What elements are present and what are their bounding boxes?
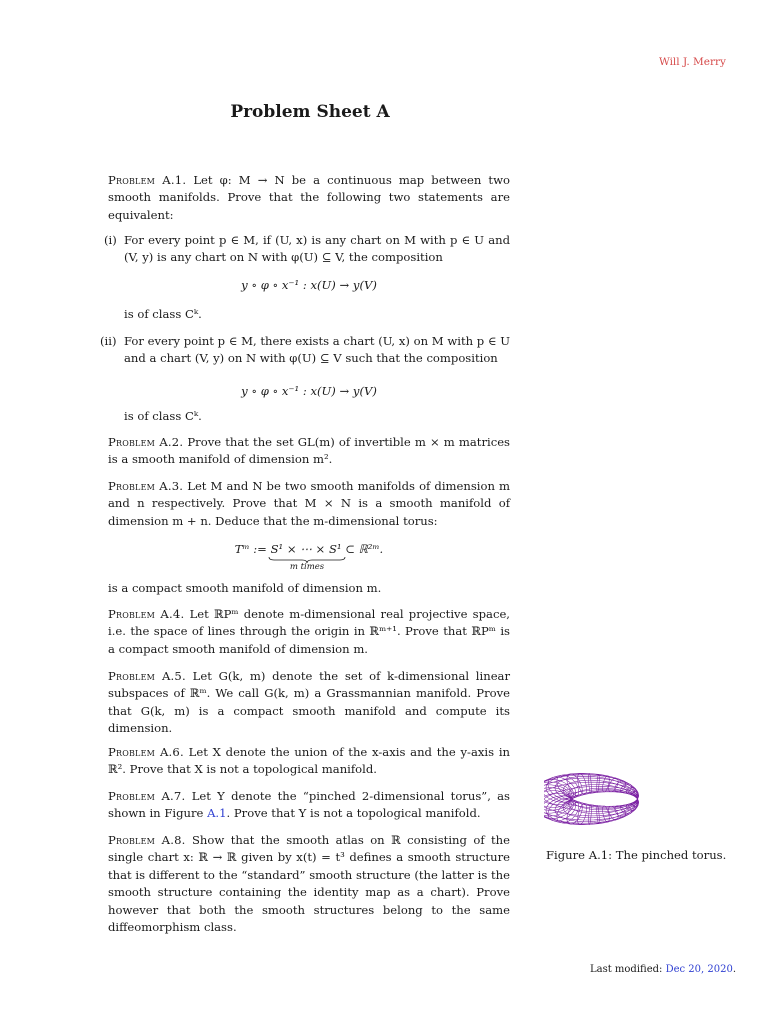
problem-text: Show that the smooth atlas on ℝ consisting of the single chart x: ℝ → ℝ given by x(t) = t³ defines a smooth structure that is different to the “standard” smooth structure (the latter is the smooth structure containing the identity map as a chart). Prove however that both the smooth structures belong to the same diffeomorphism class. xyxy=(108,833,511,935)
item-i-label: (i) xyxy=(104,233,117,247)
problem-label: Problem A.8. xyxy=(108,833,186,847)
problem-a3 xyxy=(108,478,510,530)
problem-a6 xyxy=(108,744,510,779)
problem-label: Problem A.1. xyxy=(108,173,187,187)
problem-text: Let φ: M → N be a continuous map between two smooth manifolds. Prove that the following two statements are equivalent: xyxy=(108,173,510,222)
problem-a1-intro xyxy=(108,172,510,224)
problem-label: Problem A.2. xyxy=(108,435,184,449)
item-ii-text: For every point p ∈ M, there exists a chart (U, x) on M with p ∈ U and a chart (V, y) on N with φ(U) ⊆ V such that the composition xyxy=(124,334,510,366)
item-i-text: For every point p ∈ M, if (U, x) is any chart on M with p ∈ U and (V, y) is any chart on N with φ(U) ⊆ V, the composition xyxy=(124,233,510,265)
item-ii-label: (ii) xyxy=(100,334,117,348)
problem-text-tail: . Prove that Y is not a topological manifold. xyxy=(226,806,481,821)
problem-text: Let Y denote the “pinched 2-dimensional torus”, as shown in Figure xyxy=(108,789,511,821)
problem-label: Problem A.5. xyxy=(108,669,186,683)
problem-a7 xyxy=(108,788,510,823)
problem-a3-tail: is a compact smooth manifold of dimension m. xyxy=(108,581,382,595)
problem-a2 xyxy=(108,434,510,469)
problem-a8 xyxy=(108,832,510,936)
problem-text: Let G(k, m) denote the set of k-dimensional linear subspaces of ℝᵐ. We call G(k, m) a Grassmannian manifold. Prove that G(k, m) is a compact smooth manifold and compute its dimension. xyxy=(108,669,511,736)
figure-ref-link[interactable]: A.1 xyxy=(207,806,227,821)
problem-label: Problem A.3. xyxy=(108,479,184,493)
problem-label: Problem A.6. xyxy=(108,745,184,759)
underbrace-label: m times xyxy=(289,562,325,572)
footer-suffix: . xyxy=(732,964,737,975)
torus-formula: Tᵐ := S¹ × ⋯ × S¹ ⊂ ℝ²ᵐ. xyxy=(234,542,384,556)
problem-a5 xyxy=(108,668,510,738)
problem-label: Problem A.7. xyxy=(108,789,186,803)
author-name: Will J. Merry xyxy=(658,56,726,68)
problem-a4 xyxy=(108,606,510,658)
problem-text: Let ℝPᵐ denote m-dimensional real projective space, i.e. the space of lines through the origin in ℝᵐ⁺¹. Prove that ℝPᵐ is a compact smooth manifold of dimension m. xyxy=(108,607,510,656)
item-ii-formula: y ∘ φ ∘ x⁻¹ : x(U) → y(V) xyxy=(241,384,377,398)
problem-text: Let M and N be two smooth manifolds of dimension m and n respectively. Prove that M × N is a smooth manifold of dimension m + n. Deduce that the m-dimensional torus: xyxy=(108,479,511,528)
footer-date-link[interactable]: Dec 20, 2020 xyxy=(665,964,733,975)
item-i-tail: is of class Cᵏ. xyxy=(124,307,202,321)
pinched-torus-figure xyxy=(544,762,644,836)
item-ii-tail: is of class Cᵏ. xyxy=(124,409,202,423)
figure-caption: Figure A.1: The pinched torus. xyxy=(546,848,727,862)
problem-text: Let X denote the union of the x-axis and the y-axis in ℝ². Prove that X is not a topological manifold. xyxy=(108,745,510,777)
problem-text: Prove that the set GL(m) of invertible m × m matrices is a smooth manifold of dimension m². xyxy=(108,435,511,467)
footer-last-modified xyxy=(590,964,736,975)
page-title: Problem Sheet A xyxy=(230,102,390,122)
item-i-formula: y ∘ φ ∘ x⁻¹ : x(U) → y(V) xyxy=(241,278,377,292)
problem-label: Problem A.4. xyxy=(108,607,185,621)
footer-prefix: Last modified: xyxy=(590,964,666,975)
